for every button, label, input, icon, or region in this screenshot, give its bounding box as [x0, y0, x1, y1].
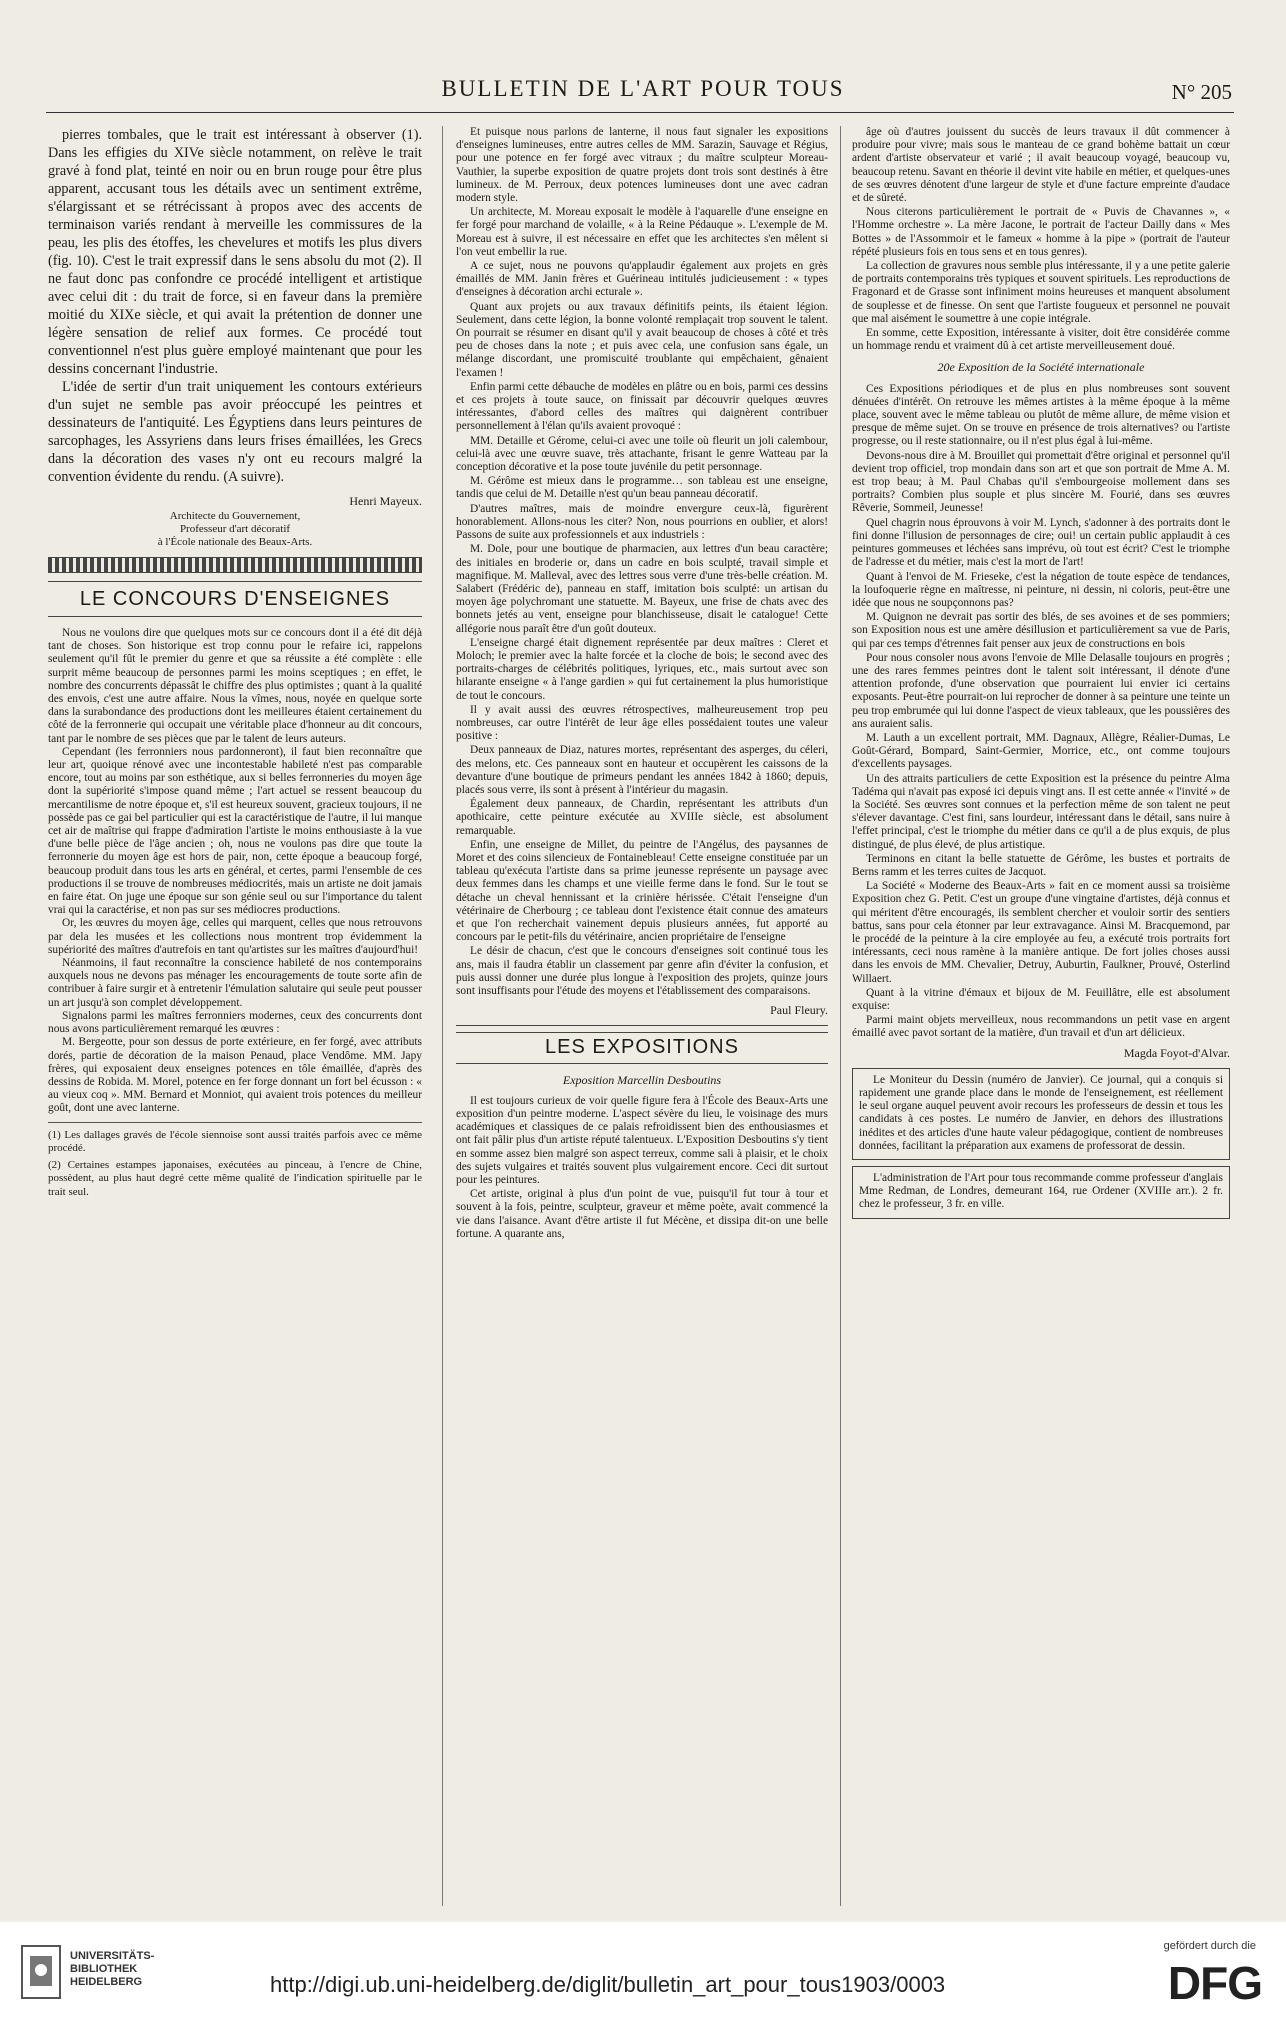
- section-rule: [456, 1025, 828, 1026]
- notice-box: [852, 1166, 1230, 1219]
- paragraph: Nous ne voulons dire que quelques mots sur ce concours dont il a été dit déjà tant de choses. Son historique est trop connu pour le refaire ici, rappelons seulement qu'il fût le premier du genre et que sa réussite a été complète : elle surprit même beaucoup de personnes parmi les moins sceptiques ; en effet, le nombre des concurrents dépassât le chiffre des plus optimistes ; quant à la qualité des envois, c'est une autre affaire. Nous la vîmes, nous, noyée en quelque sorte dans la surabondance des productions dont les meilleures étaient certainement du côté de la ferronnerie qui occupait une véritable place d'honneur au dit concours, tant par le nombre de ses pièces que par le talent de leurs auteurs.: [48, 627, 422, 745]
- paragraph: Quel chagrin nous éprouvons à voir M. Lynch, s'adonner à des portraits dont le fini donne l'illusion de personnages de cire; oui! un certain public applaudit à ces peintures gommeuses et léchées sans imprévu, où tout est écrit? C'est le triomphe de l'adresse et du métier, mais c'est la mort de l'art!: [852, 516, 1230, 569]
- paragraph: Quant à la vitrine d'émaux et bijoux de M. Feuillâtre, elle est absolument exquise:: [852, 986, 1230, 1012]
- section-heading: LE CONCOURS D'ENSEIGNES: [48, 581, 422, 617]
- section-heading: LES EXPOSITIONS: [456, 1032, 828, 1063]
- paragraph: Et puisque nous parlons de lanterne, il nous faut signaler les expositions d'enseignes lumineuses, entre autres celles de MM. Sarazin, Sauvage et Régius, pour une potence en fer forgé avec vitraux ; du maître sculpteur Moreau-Vauthier, la superbe exposition de quatre projets dont trois sont destinés à être lumineux. de M. Perroux, deux potences lumineuses dont une avec cadran modern style.: [456, 126, 828, 205]
- library-name: [70, 1950, 154, 1989]
- university-seal-icon: [20, 1942, 62, 2002]
- column-separator: [840, 126, 841, 1906]
- source-url-link[interactable]: http://digi.ub.uni-heidelberg.de/diglit/bulletin_art_pour_tous1903/0003: [270, 1972, 946, 1997]
- paragraph: Devons-nous dire à M. Brouillet qui promettait d'être original et personnel qu'il devient trop officiel, trop mondain dans son art et que son portrait de Mme A. M. est trop beau; à M. Paul Chabas qu'il s'embourgeoise mollement dans ses portraits? Combien plus souple et plus sincère M. Fourié, dans ses œuvres Rêverie, Sommeil, Jeunesse!: [852, 449, 1230, 515]
- ornamental-rule: [48, 557, 422, 573]
- paragraph: M. Quignon ne devrait pas sortir des blés, de ses avoines et de ses pommiers; son Exposition nous est une amère désillusion et particulièrement sa vue de Paris, qui par ces temps d'étrennes fait penser aux jeux de constructions en bois: [852, 611, 1230, 650]
- paragraph: Cet artiste, original à plus d'un point de vue, puisqu'il fut tour à tour et souvent à la fois, peintre, sculpteur, graveur et même poète, avait commencé la vie dans l'aisance. Avant d'être artiste il fut Mécène, et dissipa dit-on une belle fortune. A quarante ans,: [456, 1188, 828, 1240]
- paragraph: Cependant (les ferronniers nous pardonneront), il faut bien reconnaître que leur art, quoique rénové avec une incontestable habileté n'est pas comparable encore, tout au moins par son esthétique, aux si belles ferronneries du moyen âge dont la supériorité s'impose quand même ; l'art actuel se ressent beaucoup du mercantilisme de notre époque et, s'il est heureux souvent, gracieux toujours, il ne possède pas ce gai bel particulier qui est la caractéristique de l'autre, il lui manque cet air de maîtrise qui frappe d'admiration l'artiste le moins enthousiaste à la vue d'une belle pièce de l'âge ancien ; oh, nous ne voulons pas dire que toute la ferronnerie du moyen âge est hors de pair, non, cette époque a beaucoup forgé, beaucoup produit dans tous les arts en général, et certes, parmi l'ensemble de ces productions il se trouve de nombreuses médiocrités, mais un artiste ne doit jamais en faire état. On juge une époque sur son génie seul ou sur l'importance du talent vrai qui la caractérise, et non pas sur ses médiocres productions.: [48, 745, 422, 917]
- subsection-heading: 20e Exposition de la Société internationale: [937, 360, 1145, 375]
- issue-number: N° 205: [1171, 80, 1232, 104]
- paragraph: Enfin parmi cette débauche de modèles en plâtre ou en bois, parmi ces dessins et ces projets à toute sauce, on finissait par découvrir quelques œuvres intéressantes, d'abord celles des maîtres qui daignèrent contribuer personnellement à l'élan qu'ils avaient provoqué :: [456, 380, 828, 433]
- column-separator: [442, 126, 443, 1906]
- paragraph: D'autres maîtres, mais de moindre envergure ceux-là, figurèrent honorablement. Allons-nous les citer? Non, nous pourrions en oublier, et alors! Passons de suite aux professionnels et aux industriels :: [456, 502, 828, 542]
- paragraph: Nous citerons particulièrement le portrait de « Puvis de Chavannes », « l'Homme orchestre ». La mère Jacone, le portrait de l'acteur Dailly dans « Mes Bottes » de l'Assommoir et le fameux « homme à la pipe » (portrait de l'auteur répété plusieurs fois en tous sens et en tous genres).: [852, 206, 1230, 258]
- paragraph: Le désir de chacun, c'est que le concours d'enseignes soit continué tous les ans, mais il faudra établir un classement par genre afin d'éviter la confusion, et puis aussi donner une durée plus longue à l'exposition des projets, quinze jours sont insuffisants pour l'étude des moyens et l'établissement des comparaisons.: [456, 945, 828, 997]
- paragraph: L'idée de sertir d'un trait uniquement les contours extérieurs d'un sujet ne semble pas avoir préoccupé les peintres et dessinateurs de l'antiquité. Les Égyptiens dans leurs peintures de sarcophages, les Assyriens dans leurs frises émaillées, les Grecs dans la décoration des vases n'y ont eu recours malgré la convention évidente du rendu. (A suivre).: [48, 379, 422, 485]
- library-name-line: BIBLIOTHEK: [70, 1963, 138, 1975]
- paragraph: Deux panneaux de Diaz, natures mortes, représentant des asperges, du céleri, des melons, etc. Ces panneaux sont en hauteur et occupèrent les caissons de la devanture d'une boutique de primeurs pendant les années 1842 à 1860; depuis, placés sous verre, ils sont à présent à l'intérieur du magasin.: [456, 744, 828, 796]
- notice-text: L'administration de l'Art pour tous recommande comme professeur d'anglais Mme Redman, de Londres, demeurant 164, rue Ordener (XVIIIe arr.). 2 fr. chez le professeur, 3 fr. en ville.: [859, 1172, 1223, 1211]
- paragraph: Parmi maint objets merveilleux, nous recommandons un petit vase en argent émaillé avec pavot sortant de la matière, d'un travail et d'un art délicieux.: [852, 1014, 1230, 1040]
- header-rule: [46, 112, 1234, 113]
- library-name-line: HEIDELBERG: [70, 1976, 143, 1988]
- paragraph: Or, les œuvres du moyen âge, celles qui marquent, celles que nous retrouvons par dela les musées et les collections nous montrent trop évidemment la supériorité des maîtres d'autrefois en tant qu'artistes sur les maîtres d'aujourd'hui!: [48, 917, 422, 956]
- column-2: [456, 126, 828, 1916]
- paragraph: pierres tombales, que le trait est intéressant à observer (1). Dans les effigies du XIVe siècle notamment, on relève le trait gravé à fond plat, teinté en noir ou en brun rouge pour être plus apparent, accusant tous les détails avec un sentiment extrême, s'élargissant et se rétrécissant à propos avec des accents de terminaison variés rendant à merveille les commissures de la peau, les plis des étoffes, les chevelures et motifs les plus divers (fig. 10). C'est le trait expressif dans le sens absolu du mot (2). Il ne faut donc pas confondre ce procédé intelligent et artistique avec celui dit : du trait de force, si en faveur dans la première moitié du XIXe siècle, et qui avait la prétention de donner une légère sensation de relief aux formes. Ce procédé tout conventionnel n'est plus guère employé maintenant que pour les dessins concernant l'industrie.: [48, 127, 422, 377]
- footnote: (2) Certaines estampes japonaises, exécutées au pinceau, à l'encre de Chine, possèdent, au plus haut degré cette même qualité de l'indication spirituelle par le trait seul.: [48, 1158, 422, 1198]
- paragraph: Terminons en citant la belle statuette de Gérôme, les bustes et portraits de Berns ramm et les terres cuites de Jacquot.: [852, 852, 1230, 878]
- column-1: [48, 126, 422, 1956]
- paragraph: Il y avait aussi des œuvres rétrospectives, malheureusement trop peu nombreuses, car outre l'intérêt de leur âge elles possédaient toutes une valeur positive :: [456, 703, 828, 743]
- library-name-line: UNIVERSITÄTS-: [70, 1950, 155, 1962]
- paragraph: Un architecte, M. Moreau exposait le modèle à l'aquarelle d'une enseigne en fer forgé pour marchand de volaille, « à la Reine Pédauque ». L'exemple de M. Moreau est à suivre, il est nécessaire en effet que les architectes s'en mêlent si l'on veut embellir la rue.: [456, 206, 828, 258]
- paragraph: M. Gérôme est mieux dans le programme… son tableau est une enseigne, tandis que celui de M. Detaille n'est qu'un beau panneau décoratif.: [456, 475, 828, 501]
- sponsor-label: gefördert durch die: [1163, 1940, 1256, 1952]
- paragraph: M. Dole, pour une boutique de pharmacien, aux lettres d'un beau caractère; des initiales en broderie or, dans un cadre en bois sculpté, travail simple et magnifique. M. Malleval, avec des lettres sous verre d'une très-belle création. M. Salabert (Frédéric de), panneau en staff, imitation bois sculpté: un artisan du moyen âge polychromant une statuette. M. Bayeux, une frise de chats avec des bonnets jetés au vent, enseigne pour blanchisseuse, disait le catalogue! Cette allégorie nous paraît être d'un goût douteux.: [456, 543, 828, 635]
- paragraph: Également deux panneaux, de Chardin, représentant les attributs d'un apothicaire, cette peinture exécutée au XVIIIe siècle, est absolument remarquable.: [456, 798, 828, 837]
- subsection-heading: Exposition Marcellin Desboutins: [562, 1072, 722, 1087]
- author-signature: Henri Mayeux.: [349, 494, 422, 508]
- author-title: Architecte du Gouvernement,: [169, 510, 301, 522]
- paragraph: Signalons parmi les maîtres ferronniers modernes, ceux des concurrents dont nous avons particulièrement remarqué les œuvres :: [48, 1009, 422, 1036]
- paragraph: Néanmoins, il faut reconnaître la conscience habileté de nos contemporains auxquels nous ne devons pas ménager les encouragements de toute sorte afin de contribuer à faire surgir et à entretenir l'émulation salutaire qui seule peut pousser un art jusqu'à son complet développement.: [48, 957, 422, 1009]
- paragraph: L'enseigne chargé était dignement représentée par deux maîtres : Cleret et Moloch; le premier avec la halte forcée et la cloche de bois; le second avec des portraits-charges de célébrités politiques, lyriques, etc., mais surtout avec son hilarante enseigne « à l'ange gardien » qui fut certainement la plus humoristique de tout le concours.: [456, 636, 828, 702]
- author-signature: Magda Foyot-d'Alvar.: [1123, 1045, 1230, 1060]
- dfg-logo: DFG: [1167, 1957, 1262, 2009]
- notice-box: [852, 1068, 1230, 1160]
- paragraph: M. Lauth a un excellent portrait, MM. Dagnaux, Allègre, Réalier-Dumas, Le Goût-Gérard, Bompard, Saint-Germier, Morrice, etc., ont comme toujours d'excellents paysages.: [852, 731, 1230, 771]
- column-3: [852, 126, 1230, 1916]
- paragraph: Enfin, une enseigne de Millet, du peintre de l'Angélus, des paysannes de Moret et des coins silencieux de Fontainebleau! Cette enseigne constituée par un tableau qu'exécuta l'artiste dans sa prime jeunesse représente un paysage avec deux femmes dans les champs et une vieille ferme dans le fond. Sur le tout se détache un cheval hennissant et la crinière hérissée. C'était l'enseigne d'un vétérinaire de Cherbourg ; ce tableau dont l'existence était connue des amateurs et que l'on recherchait vainement depuis plusieurs années, fut apporté au concours par le petit-fils du vétérinaire, ancien propriétaire de l'enseigne: [456, 838, 828, 944]
- paragraph: En somme, cette Exposition, intéressante à visiter, doit être considérée comme un hommage rendu et vraiment dû à cet artiste merveilleusement doué.: [852, 327, 1230, 353]
- paragraph: Il est toujours curieux de voir quelle figure fera à l'École des Beaux-Arts une exposition d'un peintre moderne. L'aspect sévère du lieu, le voisinage des murs académiques et classiques de ce palais refroidissent bien des enthousiasmes et ont fait pâlir plus d'un artiste réputé talentueux. L'Exposition Desboutins s'y tient en somme assez bien malgré son aspect terreux, comme sali à plaisir, et le choix des sujets vulgaires et traités souvent plus vulgairement encore. Ceci dit surtout pour les peintures.: [456, 1094, 828, 1187]
- notice-text: Le Moniteur du Dessin (numéro de Janvier). Ce journal, qui a conquis si rapidement une grande place dans le monde de l'enseignement, est réellement le seul organe auquel peuvent avoir recours les professeurs de dessin et tous les candidats à ces postes. Le numéro de Janvier, en dehors des illustrations inédites et des articles d'une haute valeur pédagogique, contient de nombreuses données, facilitant la préparation aux examens de professorat de dessin.: [859, 1073, 1223, 1152]
- paragraph: Ces Expositions périodiques et de plus en plus nombreuses sont souvent dénuées d'intérêt. On retrouve les mêmes artistes à la même époque à la même place, souvent avec le même tableau ou plutôt de même allure, de même vision et presque de même sujet. On se trouve en présence de trois alternatives? ou l'artiste progresse, ou il reste stationnaire, ou il n'est plus égal à lui-même.: [852, 382, 1230, 448]
- paragraph: La collection de gravures nous semble plus intéressante, il y a une petite galerie de portraits contemporains très typiques et souvent spirituels. Les reproductions de Fragonard et de Grasse sont infiniment moins heureuses et manquent absolument de souplesse et de finesse. On sent que l'artiste fougueux et personnel ne pouvait que mal aisément le soumettre à une copie intégrale.: [852, 260, 1230, 325]
- paragraph: âge où d'autres jouissent du succès de leurs travaux il dût commencer à produire pour vivre; mais sous le manteau de ce grand bohème battait un cœur ardent d'artiste observateur et varié ; il avait beaucoup voyagé, beaucoup vu, beaucoup retenu. Savant en théorie il devint vite habile en métier, et quelques-unes de ses œuvres dénotent d'une largeur de style et d'une facture empreinte d'audace et de sûreté.: [852, 126, 1230, 205]
- digitization-footer: [0, 1922, 1286, 2020]
- journal-title: BULLETIN DE L'ART POUR TOUS: [441, 76, 845, 101]
- author-title: Professeur d'art décoratif: [179, 523, 291, 535]
- paragraph: Un des attraits particuliers de cette Exposition est la présence du peintre Alma Tadéma qui n'avait pas exposé ici depuis vingt ans. Il est cette année « l'invité » de la Société. Ses œuvres sont connues et la perfection même de son talent ne peut s'élever davantage. C'est fini, sans lourdeur, intéressant dans le détail, sans nuire à l'effet principal, c'est le triomphe du métier dans ce qu'il a de plus exquis, de plus distingué, de plus élevé, de plus artistique.: [852, 772, 1230, 851]
- author-signature: Paul Fleury.: [770, 1003, 828, 1018]
- footnote: (1) Les dallages gravés de l'école siennoise sont aussi traités parfois avec ce même procédé.: [48, 1128, 422, 1155]
- paragraph: Quant à l'envoi de M. Frieseke, c'est la négation de toute espèce de tendances, la loufoquerie règne en maîtresse, ni peinture, ni dessin, ni coloris, peut-être une idée que nous ne soupçonnons pas?: [852, 570, 1230, 609]
- paragraph: Pour nous consoler nous avons l'envoie de Mlle Delasalle toujours en progrès ; une des rares femmes peintres dont le talent soit intéressant, il dénote d'une attention profonde, d'une observation que pourraient lui envier ici certains exposants. Peut-être pourrait-on lui reprocher de donner à sa peinture une teinte un peu trop embrumée qui lui donne l'aspect de vieux tableaux, que les poussières des ans auraient salis.: [852, 651, 1230, 730]
- paragraph: La Société « Moderne des Beaux-Arts » fait en ce moment aussi sa troisième Exposition chez G. Petit. C'est un groupe d'une vingtaine d'artistes, déjà connus et qui méritent d'être encouragés, ils semblent chercher et vouloir sortir des sentiers battus, sans pour cela étonner par leur extravagance. Ainsi M. Bracquemond, par le procédé de la peinture à la cire employée au feu, a exécuté trois portraits fort intéressants, ceci nous ramène à la manière antique. De fort jolies choses aussi dans les envois de MM. Chevalier, Detruy, Auburtin, Faulkner, Prouvé, Osterlind Willaert.: [852, 880, 1230, 985]
- author-title: à l'École nationale des Beaux-Arts.: [157, 536, 313, 548]
- paragraph: M. Bergeotte, pour son dessus de porte extérieure, en fer forgé, avec attributs dorés, partie de décoration de la maison Penaud, place Vendôme. MM. Japy frères, qui exposaient deux enseignes potences en tôle émaillée, d'après des dessins de Robida. M. Morel, potence en fer forge donnant un fort bel écusson : « au vieux coq ». MM. Bernard et Monniot, qui avaient trois potences du meilleur goût, dont une avec lanterne.: [48, 1036, 422, 1115]
- footnotes: [48, 1122, 422, 1200]
- paragraph: A ce sujet, nous ne pouvons qu'applaudir également aux projets en grès émaillés de MM. Janin frères et Guérineau intitulés judicieusement : « types d'enseignes à décoration archi ecturale ».: [456, 260, 828, 299]
- paragraph: Quant aux projets ou aux travaux définitifs peints, ils étaient légion. Seulement, dans cette légion, la bonne volonté remplaçait trop souvent le talent. On pourrait se résumer en disant qu'il y avait beaucoup de choses à côté et très peu de choses dans la note ; et puis avec cela, une confusion sans égale, un mélange discordant, une promiscuité troublante qui empêchaient, gênaient l'examen !: [456, 300, 828, 379]
- paragraph: MM. Detaille et Gérome, celui-ci avec une toile où fleurit un joli calembour, celui-là avec une œuvre suave, très attachante, frisant le genre Watteau par la conception décorative et la pose toute juvénile du petit personnage.: [456, 434, 828, 474]
